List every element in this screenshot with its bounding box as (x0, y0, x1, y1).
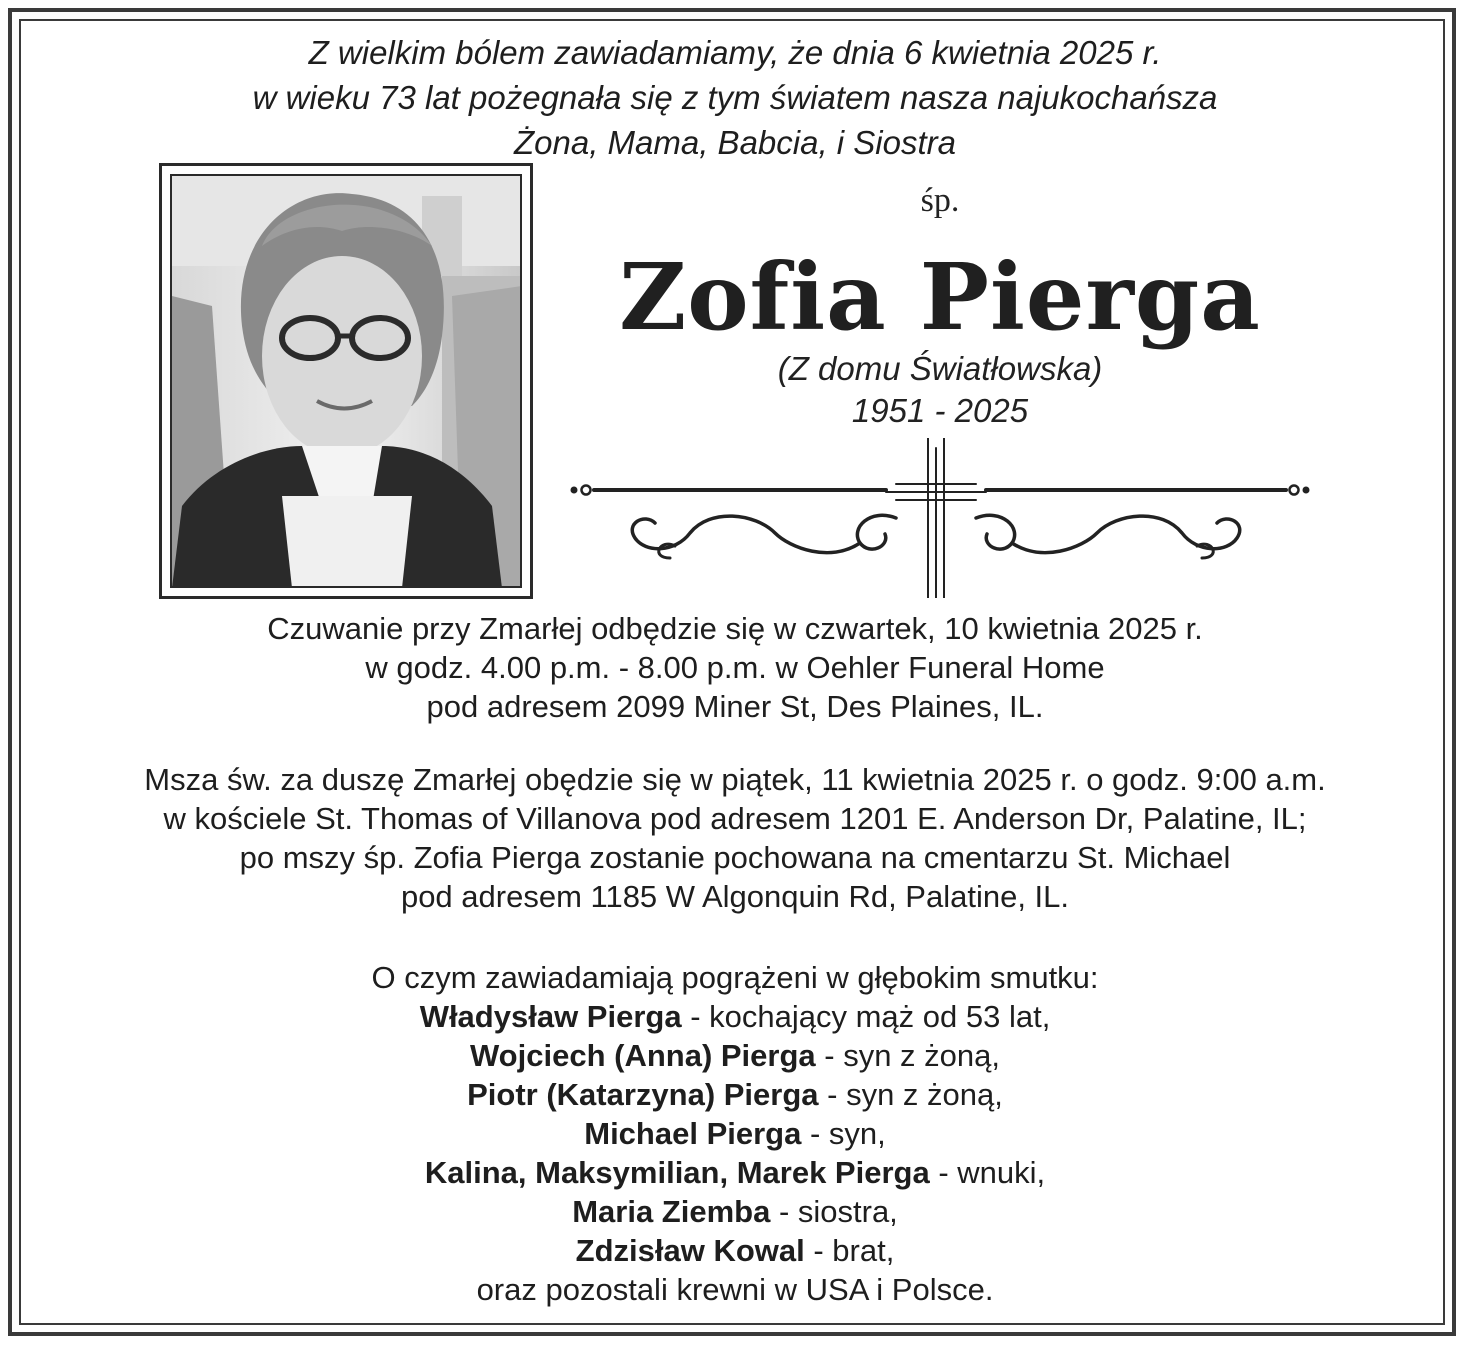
family-member-name: Wojciech (Anna) Pierga (469, 1038, 816, 1073)
intro-line-1: Z wielkim bólem zawiadamiamy, że dnia 6 kwietnia 2025 r. (308, 34, 1162, 71)
family-closing: oraz pozostali krewni w USA i Polsce. (476, 1272, 994, 1307)
family-member-name: Władysław Pierga (419, 999, 682, 1034)
life-years: 1951 - 2025 (851, 392, 1029, 429)
family-member-name: Michael Pierga (584, 1116, 802, 1151)
family-member (0, 1231, 1470, 1270)
family-intro: O czym zawiadamiają pogrążeni w głębokim smutku: (371, 960, 1099, 995)
mass-line-3: po mszy śp. Zofia Pierga zostanie pochowana na cmentarzu St. Michael (239, 840, 1231, 875)
intro-line-3: Żona, Mama, Babcia, i Siostra (513, 124, 957, 161)
mass-info (0, 760, 1470, 916)
family-member-relation: - kochający mąż od 53 lat, (681, 999, 1051, 1034)
family-member-name: Maria Ziemba (572, 1194, 771, 1229)
mass-line-4: pod adresem 1185 W Algonquin Rd, Palatine, IL. (400, 879, 1070, 914)
deceased-name: Zofia Pierga (619, 243, 1261, 351)
intro-text (0, 30, 1470, 165)
family-member (0, 1192, 1470, 1231)
family-member-relation: - siostra, (770, 1194, 898, 1229)
prefix-sp: śp. (920, 182, 960, 219)
family-member-relation: - syn, (801, 1116, 886, 1151)
family-member (0, 1153, 1470, 1192)
family-member (0, 1114, 1470, 1153)
family-member (0, 1036, 1470, 1075)
family-member-relation: - syn z żoną, (818, 1077, 1003, 1112)
family-member-relation: - brat, (804, 1233, 895, 1268)
family-member-name: Kalina, Maksymilian, Marek Pierga (424, 1155, 930, 1190)
wake-line-3: pod adresem 2099 Miner St, Des Plaines, IL. (426, 689, 1044, 724)
mass-line-2: w kościele St. Thomas of Villanova pod adresem 1201 E. Anderson Dr, Palatine, IL; (163, 801, 1307, 836)
family-member-relation: - syn z żoną, (815, 1038, 1001, 1073)
family-member-relation: - wnuki, (929, 1155, 1046, 1190)
family-member (0, 1075, 1470, 1114)
portrait-photo (170, 174, 522, 588)
family-member-name: Piotr (Katarzyna) Pierga (467, 1077, 819, 1112)
wake-info (0, 609, 1470, 726)
wake-line-2: w godz. 4.00 p.m. - 8.00 p.m. w Oehler Funeral Home (365, 650, 1105, 685)
family-member (0, 997, 1470, 1036)
maiden-name: (Z domu Światłowska) (777, 350, 1103, 387)
family-member-name: Zdzisław Kowal (575, 1233, 805, 1268)
portrait-photo-frame (159, 163, 533, 599)
portrait-illustration (172, 176, 522, 588)
intro-line-2: w wieku 73 lat pożegnała się z tym światem nasza najukochańsza (252, 79, 1218, 116)
mass-line-1: Msza św. za duszę Zmarłej obędzie się w piątek, 11 kwietnia 2025 r. o godz. 9:00 a.m. (144, 762, 1326, 797)
wake-line-1: Czuwanie przy Zmarłej odbędzie się w czwartek, 10 kwietnia 2025 r. (267, 611, 1203, 646)
cross-divider-icon (560, 438, 1320, 598)
family-list (0, 958, 1470, 1309)
